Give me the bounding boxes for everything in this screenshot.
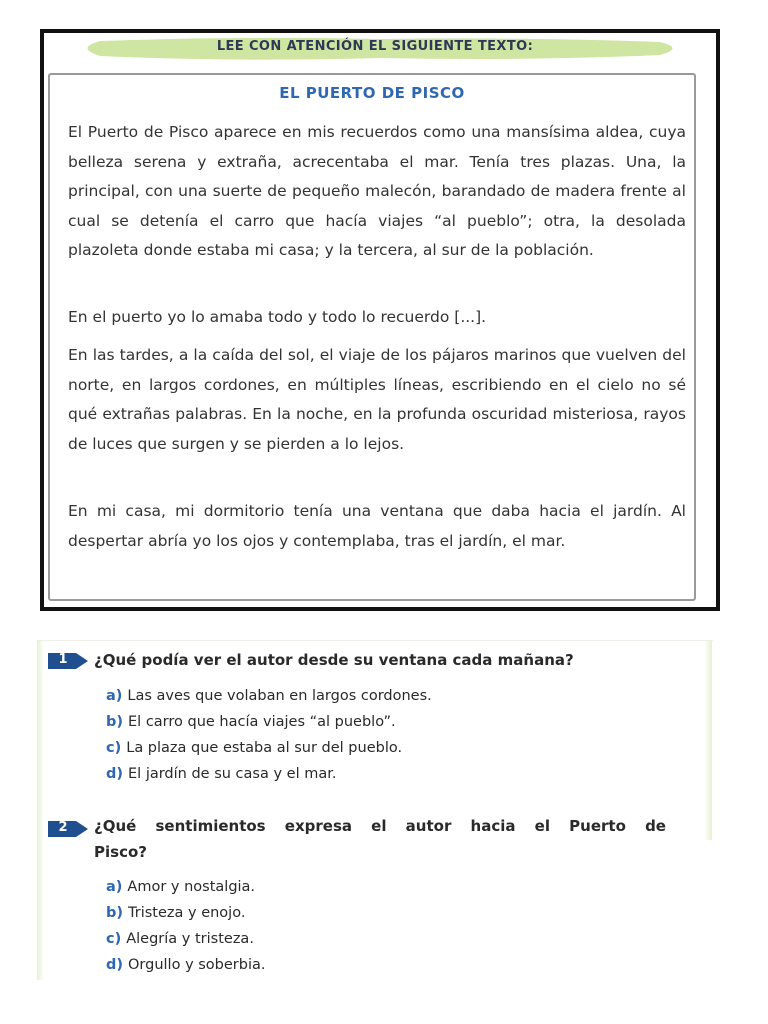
question-1-option-a[interactable] [106,688,432,704]
question-1-option-c[interactable] [106,740,402,756]
question-2-option-b[interactable] [106,905,245,921]
option-letter: a) [106,879,123,895]
question-1-text: ¿Qué podía ver el autor desde su ventana cada mañana? [94,651,574,669]
option-letter: c) [106,740,122,756]
question-1-option-d[interactable] [106,766,336,782]
instruction-text: LEE CON ATENCIÓN EL SIGUIENTE TEXTO: [216,39,534,54]
option-text: El jardín de su casa y el mar. [128,766,337,782]
question-2-number: 2 [58,820,68,835]
option-text: La plaza que estaba al sur del pueblo. [126,740,403,756]
questions-top-divider [37,640,713,641]
option-text: Las aves que volaban en largos cordones. [127,688,432,704]
option-text: Alegría y tristeza. [126,931,254,947]
option-text: El carro que hacía viajes “al pueblo”. [128,714,396,730]
instruction-banner [60,35,690,63]
option-letter: d) [106,766,124,782]
questions-right-accent [704,640,712,840]
reading-title: EL PUERTO DE PISCO [279,84,465,102]
question-2-text-line-1: ¿Qué sentimientos expresa el autor hacia el Puerto de [94,817,666,835]
paragraph-3: En las tardes, a la caída del sol, el viaje de los pájaros marinos que vuelven del norte, en largos cordones, en múltiples líneas, escribiendo en el cielo no sé qué extrañas palabras. En la noche, en la profunda oscuridad misteriosa, rayos de luces que surgen y se pierden a lo lejos. [68,346,686,453]
option-letter: d) [106,957,124,973]
option-text: Orgullo y soberbia. [128,957,266,973]
option-letter: b) [106,905,124,921]
question-1-badge [46,650,90,672]
option-letter: a) [106,688,123,704]
paragraph-2: En el puerto yo lo amaba todo y todo lo recuerdo [...]. [68,308,487,326]
question-2-text-line-2: Pisco? [94,843,147,861]
paragraph-4: En mi casa, mi dormitorio tenía una ventana que daba hacia el jardín. Al despertar abría yo los ojos y contemplaba, tras el jardín, el mar. [68,502,686,550]
question-1-number: 1 [58,652,68,667]
option-letter: b) [106,714,124,730]
option-text: Tristeza y enojo. [128,905,246,921]
question-2-badge [46,818,90,840]
question-2-option-c[interactable] [106,931,254,947]
question-1-option-b[interactable] [106,714,396,730]
paragraph-1: El Puerto de Pisco aparece en mis recuerdos como una mansísima aldea, cuya belleza serena y extraña, acrecentaba el mar. Tenía tres plazas. Una, la principal, con una suerte de pequeño malecón, barandado de madera frente al cual se detenía el carro que hacía viajes “al pueblo”; otra, la desolada plazoleta donde estaba mi casa; y la tercera, al sur de la población. [68,123,686,259]
question-2-option-a[interactable] [106,879,255,895]
question-2-option-d[interactable] [106,957,266,973]
option-letter: c) [106,931,122,947]
questions-left-accent [37,640,44,980]
option-text: Amor y nostalgia. [127,879,256,895]
